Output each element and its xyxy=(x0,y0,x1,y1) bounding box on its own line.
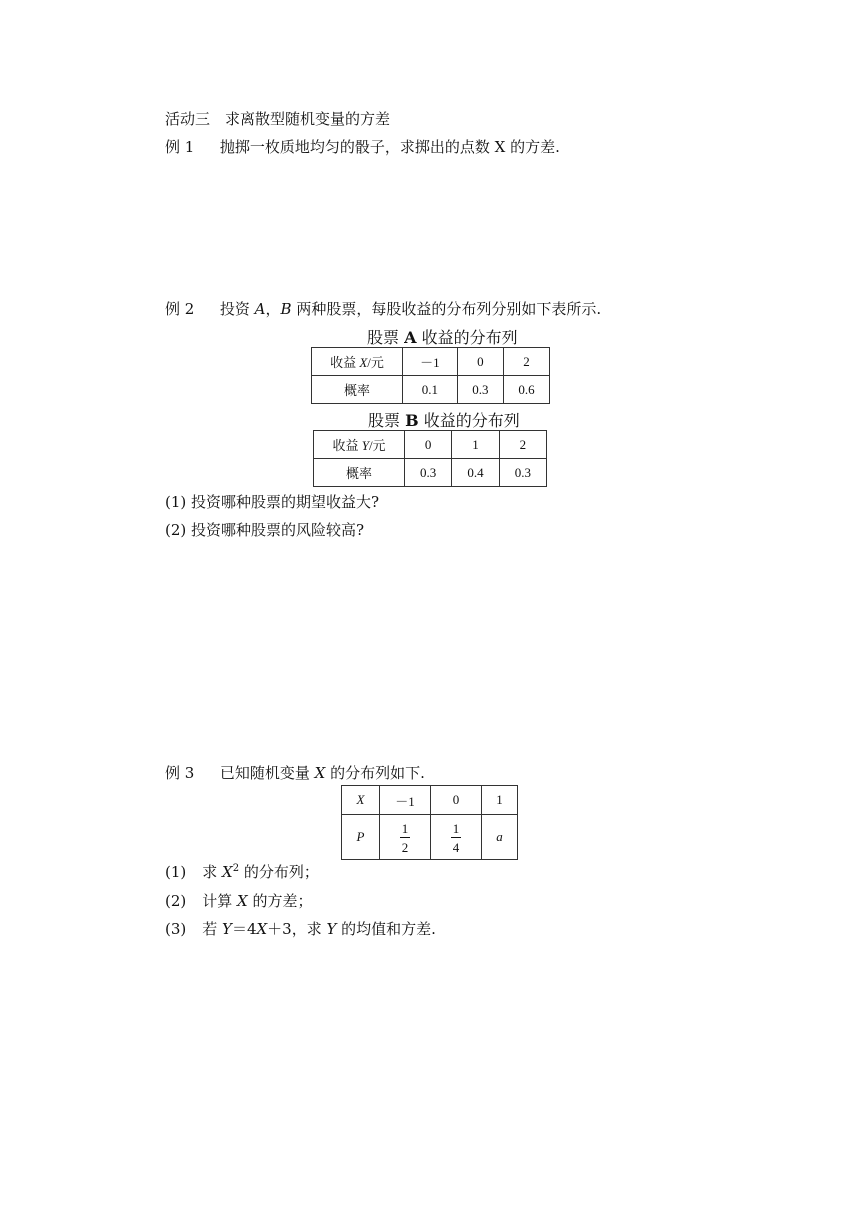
example-1-label: 例 1 xyxy=(165,138,195,156)
table-cell: 0.3 xyxy=(499,459,546,487)
example-3-text-post: 的分布列如下. xyxy=(325,764,425,782)
example-3-question-2 xyxy=(165,890,313,911)
head-pre: 收益 xyxy=(332,438,362,453)
comma: ， xyxy=(265,300,281,318)
table-cell: 0.3 xyxy=(457,376,503,404)
table-cell xyxy=(380,815,431,860)
caption-post: 收益的分布列 xyxy=(418,411,520,430)
table-cell: 2 xyxy=(499,431,546,459)
question-text: 若 xyxy=(202,920,223,938)
question-text: ＋3，求 xyxy=(267,920,327,938)
example-1-text: 抛掷一枚质地均匀的骰子，求掷出的点数 X 的方差. xyxy=(219,138,560,156)
table-b-caption xyxy=(368,408,520,431)
table-b-row1-head xyxy=(314,431,405,459)
question-number: (3) xyxy=(165,920,187,938)
table-cell: 0.1 xyxy=(403,376,458,404)
example-1 xyxy=(165,136,560,157)
table-cell: －1 xyxy=(380,786,431,815)
caption-post: 收益的分布列 xyxy=(416,328,518,347)
example-3-text-pre: 已知随机变量 xyxy=(219,764,315,782)
var-y: Y xyxy=(326,920,337,938)
fraction xyxy=(451,822,462,854)
head-post: /元 xyxy=(367,355,384,370)
question-text: 求 xyxy=(202,863,223,881)
var-y: Y xyxy=(222,920,232,938)
table-b xyxy=(313,430,547,487)
example-2-question-2: (2) 投资哪种股票的风险较高? xyxy=(165,521,365,539)
example-2-text-pre: 投资 xyxy=(219,300,255,318)
head-pre: 收益 xyxy=(330,355,360,370)
table-b-row2-head: 概率 xyxy=(314,459,405,487)
table-row xyxy=(312,376,550,404)
table-cell: 0 xyxy=(431,786,482,815)
distribution-table xyxy=(341,785,518,860)
head-var: X xyxy=(359,355,368,370)
fraction-denominator: 2 xyxy=(401,839,409,855)
var-x: X xyxy=(314,764,326,782)
table-a-row2-head: 概率 xyxy=(312,376,403,404)
fraction-numerator: 1 xyxy=(452,820,460,836)
head-var: Y xyxy=(361,438,369,453)
table-row xyxy=(342,815,518,860)
table-a-caption xyxy=(367,325,518,348)
caption-bold: B xyxy=(405,411,419,430)
table-cell: 0 xyxy=(405,431,452,459)
var-x: X xyxy=(237,892,248,910)
table-cell: 1 xyxy=(452,431,499,459)
fraction-numerator: 1 xyxy=(401,820,409,836)
example-3-label: 例 3 xyxy=(165,764,195,782)
fraction-denominator: 4 xyxy=(452,839,460,855)
question-number: (2) xyxy=(165,892,187,910)
table-head-p: P xyxy=(342,815,380,860)
table-row xyxy=(312,348,550,376)
table-cell: 0.3 xyxy=(405,459,452,487)
table-cell: a xyxy=(482,815,518,860)
example-3 xyxy=(165,762,425,783)
var-b: B xyxy=(280,300,292,318)
example-2-text-post: 两种股票，每股收益的分布列分别如下表所示. xyxy=(291,300,602,318)
table-row xyxy=(342,786,518,815)
example-2-question-1: (1) 投资哪种股票的期望收益大? xyxy=(165,493,380,511)
question-text: 的分布列； xyxy=(239,863,319,881)
table-a-row1-head xyxy=(312,348,403,376)
example-2 xyxy=(165,298,601,319)
table-a xyxy=(311,347,550,404)
question-text: 的方差； xyxy=(247,892,313,910)
table-cell: 0.6 xyxy=(503,376,549,404)
table-cell xyxy=(431,815,482,860)
fraction xyxy=(400,822,411,854)
table-cell: 2 xyxy=(503,348,549,376)
example-3-question-3 xyxy=(165,918,436,939)
table-head-x: X xyxy=(342,786,380,815)
var-x: X xyxy=(256,920,268,938)
head-post: /元 xyxy=(368,438,386,453)
caption-pre: 股票 xyxy=(368,411,406,430)
table-row xyxy=(314,431,547,459)
activity-title: 活动三 求离散型随机变量的方差 xyxy=(165,110,391,128)
table-cell: 1 xyxy=(482,786,518,815)
caption-bold: A xyxy=(404,328,417,347)
example-3-question-1 xyxy=(165,861,319,882)
table-cell: 0 xyxy=(457,348,503,376)
caption-pre: 股票 xyxy=(367,328,405,347)
table-cell: 0.4 xyxy=(452,459,499,487)
question-number: (1) xyxy=(165,863,187,881)
question-text: 的均值和方差. xyxy=(336,920,436,938)
table-cell: －1 xyxy=(403,348,458,376)
question-text: ＝4 xyxy=(231,920,257,938)
var-a: A xyxy=(254,300,266,318)
table-row xyxy=(314,459,547,487)
var-x: X xyxy=(222,863,233,881)
superscript: 2 xyxy=(232,863,240,874)
question-text: 计算 xyxy=(202,892,238,910)
example-2-label: 例 2 xyxy=(165,300,195,318)
